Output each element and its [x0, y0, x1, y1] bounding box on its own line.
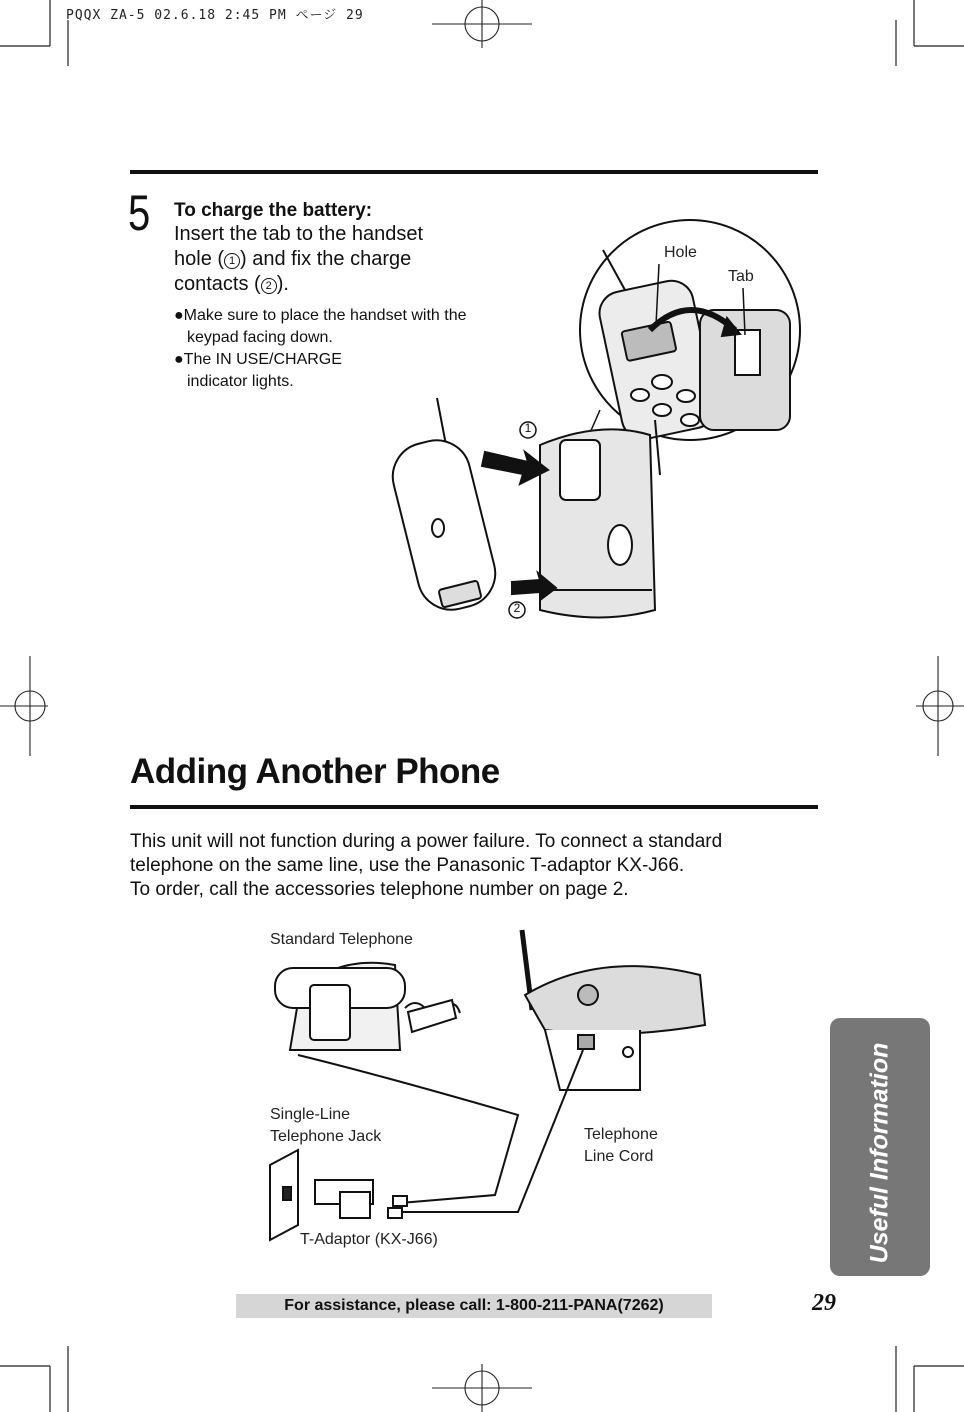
- line-cord-label: [584, 1124, 658, 1168]
- intro-line-2: telephone on the same line, use the Panasonic T-adaptor KX-J66.: [130, 855, 685, 876]
- intro-line-3: To order, call the accessories telephone number on page 2.: [130, 879, 629, 900]
- jack-label: [270, 1104, 381, 1148]
- jack-label-line-2: Telephone Jack: [270, 1128, 382, 1145]
- charger-base: [540, 420, 660, 618]
- step-instructions: [174, 222, 474, 297]
- step-line-2a: hole (: [174, 248, 225, 270]
- standard-telephone-label: Standard Telephone: [270, 931, 413, 948]
- assistance-footer: [236, 1294, 712, 1318]
- print-slug: PQQX ZA-5 02.6.18 2:45 PM ページ 29: [66, 8, 364, 23]
- assistance-text: For assistance, please call: 1-800-211-PANA(7262): [284, 1297, 664, 1314]
- section-title: Adding Another Phone: [130, 752, 500, 791]
- marker-2: 2: [261, 278, 277, 294]
- intro-line-1: This unit will not function during a power failure. To connect a standard: [130, 831, 723, 852]
- bullet-item: ●Make sure to place the handset with the keypad facing down.: [174, 307, 467, 346]
- marker-1: 1: [224, 253, 240, 269]
- step-number: 5: [128, 185, 151, 241]
- bullet-item: ●The IN USE/CHARGE indicator lights.: [174, 351, 342, 390]
- arrow-1: [482, 452, 548, 484]
- section-intro: [130, 830, 820, 902]
- handset: [386, 398, 503, 617]
- step-title: To charge the battery:: [174, 200, 373, 221]
- adaptor-label: T-Adaptor (KX-J66): [300, 1231, 438, 1248]
- step-line-2b: ) and fix the charge: [240, 248, 412, 270]
- side-tab-label: Useful Information: [865, 1042, 894, 1264]
- step-line-3b: ).: [276, 273, 289, 295]
- figure-marker-2: 2: [513, 601, 521, 615]
- base-unit: [522, 930, 705, 1090]
- standard-telephone: [275, 963, 460, 1050]
- step-line-3a: contacts (: [174, 273, 261, 295]
- figure-marker-1: 1: [524, 421, 532, 435]
- connection-illustration: [270, 930, 705, 1240]
- step-bullets: [174, 305, 474, 393]
- tab-label: Tab: [728, 268, 754, 285]
- top-rule: [130, 170, 818, 174]
- page-number: 29: [812, 1290, 836, 1316]
- section-rule: [130, 805, 818, 809]
- line-cord-label-line-1: Telephone: [584, 1126, 658, 1143]
- section-side-tab: [830, 1018, 930, 1276]
- line-cord-label-line-2: Line Cord: [584, 1148, 654, 1165]
- jack-label-line-1: Single-Line: [270, 1106, 351, 1123]
- hole-label: Hole: [664, 244, 697, 261]
- step-line-1: Insert the tab to the handset: [174, 223, 424, 245]
- detail-tab: [735, 330, 760, 375]
